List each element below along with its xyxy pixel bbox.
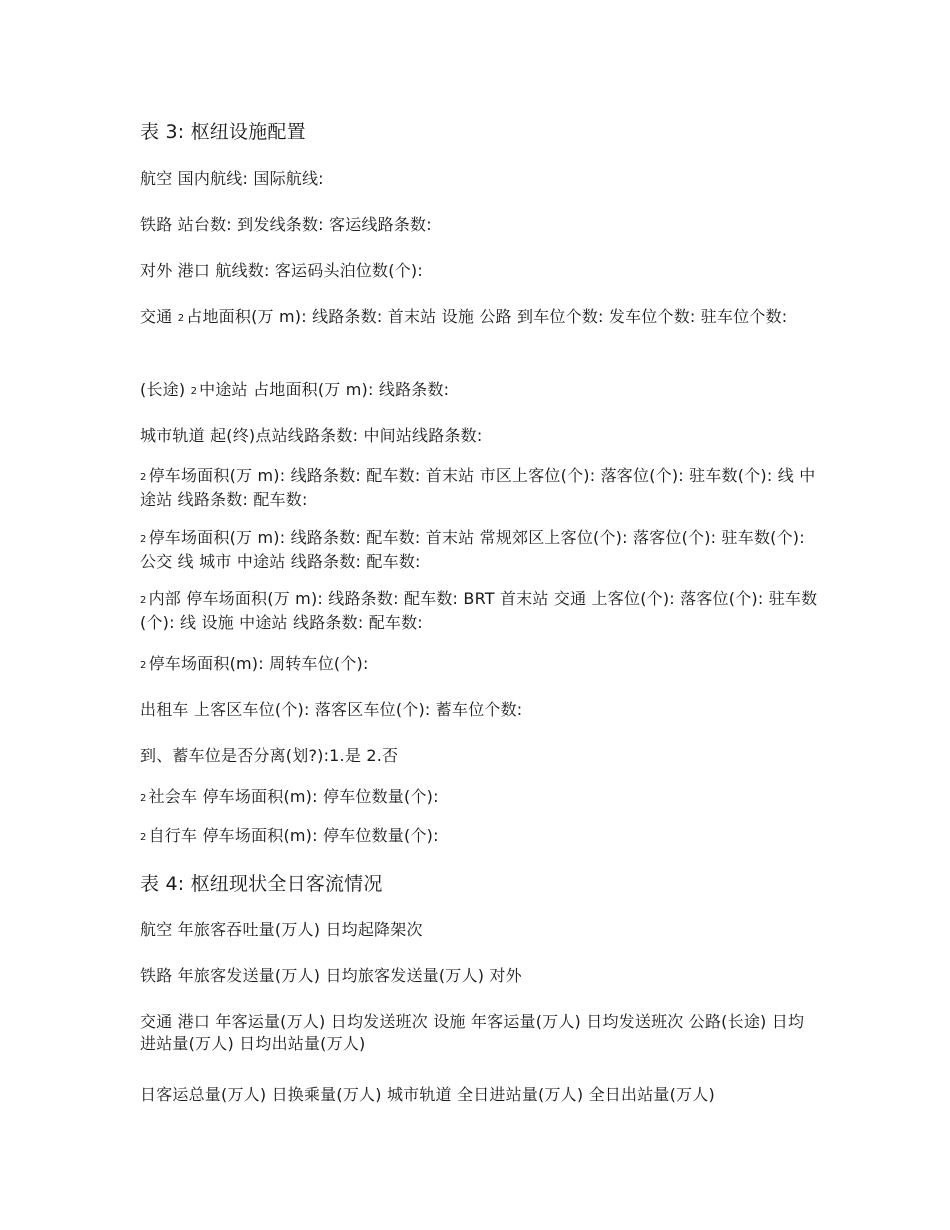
taxi-separation-line: 到、蓄车位是否分离(划?):1.是 2.否 — [140, 746, 399, 765]
highway-terminal-line — [140, 306, 820, 330]
port-line: 对外 港口 航线数: 客运码头泊位数(个): — [140, 261, 423, 280]
superscript: 2 — [177, 313, 185, 324]
urban-rail-line: 城市轨道 起(终)点站线路条数: 中间站线路条数: — [140, 426, 483, 445]
urban-bus-line — [140, 465, 820, 511]
taxi-parking-line — [140, 653, 820, 677]
aviation-flow-line: 航空 年旅客吞吐量(万人) 日均起降架次 — [140, 920, 423, 939]
railway-line: 铁路 站台数: 到发线条数: 客运线路条数: — [140, 215, 432, 234]
taxi-line: 出租车 上客区车位(个): 落客区车位(个): 蓄车位个数: — [140, 700, 523, 719]
aviation-routes-line: 航空 国内航线: 国际航线: — [140, 169, 324, 188]
suburban-bus-line — [140, 527, 820, 573]
text-segment: 停车场面积(万 m): 线路条数: 配车数: 首末站 常规郊区上客位(个): 落客位(个): 驻车数(个): 公交 线 城市 中途站 线路条数: 配车数: — [140, 528, 805, 571]
text-segment: 自行车 停车场面积(m): 停车位数量(个): — [148, 826, 439, 845]
superscript: 2 — [140, 793, 147, 804]
text-segment: 中途站 占地面积(万 m): 线路条数: — [199, 380, 450, 399]
text-segment: 停车场面积(万 m): 线路条数: 配车数: 首末站 市区上客位(个): 落客位(个): 驻车数(个): 线 中途站 线路条数: 配车数: — [140, 466, 816, 509]
table4-title: 表 4: 枢纽现状全日客流情况 — [140, 873, 383, 895]
superscript: 2 — [140, 472, 147, 483]
superscript: 2 — [140, 660, 147, 671]
superscript: 2 — [140, 832, 147, 843]
superscript: 2 — [190, 386, 198, 397]
bicycle-line — [140, 825, 820, 849]
port-highway-flow-line: 交通 港口 年客运量(万人) 日均发送班次 设施 年客运量(万人) 日均发送班次 公路(长途) 日均进站量(万人) 日均出站量(万人) — [140, 1012, 805, 1053]
text-segment: 占地面积(万 m): 线路条数: 首末站 设施 公路 到车位个数: 发车位个数: 驻车位个数: — [186, 307, 788, 326]
text-segment: 交通 — [140, 307, 173, 326]
railway-flow-line: 铁路 年旅客发送量(万人) 日均旅客发送量(万人) 对外 — [140, 966, 522, 985]
social-vehicle-line — [140, 786, 820, 810]
text-segment: 内部 停车场面积(万 m): 线路条数: 配车数: BRT 首末站 交通 上客位(个): 落客位(个): 驻车数(个): 线 设施 中途站 线路条数: 配车数: — [140, 589, 818, 632]
text-segment: (长途) — [140, 380, 186, 399]
urban-rail-flow-line: 日客运总量(万人) 日换乘量(万人) 城市轨道 全日进站量(万人) 全日出站量(万人) — [140, 1085, 715, 1104]
text-segment: 社会车 停车场面积(m): 停车位数量(个): — [148, 787, 439, 806]
brt-line — [140, 588, 820, 634]
superscript: 2 — [140, 595, 147, 606]
superscript: 2 — [140, 534, 147, 545]
text-segment: 停车场面积(m): 周转车位(个): — [148, 654, 369, 673]
highway-midway-line — [140, 379, 820, 403]
table3-title: 表 3: 枢纽设施配置 — [140, 121, 306, 143]
